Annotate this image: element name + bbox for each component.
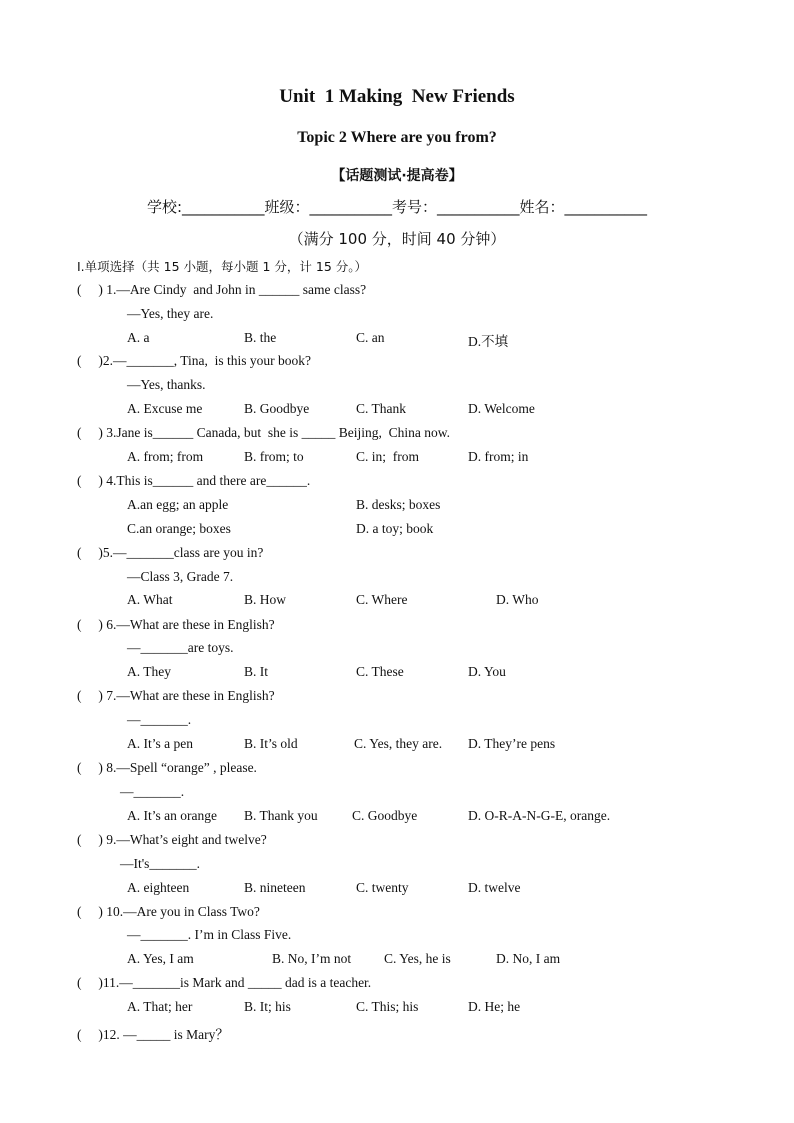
question-8: ( ) 8.—Spell “orange” , please. <box>77 760 257 775</box>
option-8d: D. O-R-A-N-G-E, orange. <box>468 808 611 823</box>
question-12: ( )12. —_____ is Mary？ <box>77 1027 229 1042</box>
question-6: ( ) 6.—What are these in English? <box>77 617 275 632</box>
option-11c: C. This; his <box>356 999 419 1014</box>
option-9d: D. twelve <box>468 880 521 895</box>
option-10d: D. No, I am <box>496 951 561 966</box>
option-1d: D.不填 <box>468 334 509 349</box>
option-8a: A. It’s an orange <box>127 808 217 823</box>
question-11: ( )11.—_______is Mark and _____ dad is a teacher. <box>77 975 372 990</box>
option-1c: C. an <box>356 330 385 345</box>
question-4: ( ) 4.This is______ and there are______. <box>77 473 311 488</box>
question-2: ( )2.—_______, Tina, is this your book? <box>77 353 312 368</box>
option-7a: A. It’s a pen <box>127 736 193 751</box>
option-1b: B. the <box>244 330 277 345</box>
response-6: —_______are toys. <box>127 640 234 655</box>
option-9b: B. nineteen <box>244 880 306 895</box>
option-10c: C. Yes, he is <box>384 951 451 966</box>
question-1: ( ) 1.—Are Cindy and John in ______ same class? <box>77 282 367 297</box>
option-10a: A. Yes, I am <box>127 951 194 966</box>
option-3a: A. from; from <box>127 449 204 464</box>
option-5b: B. How <box>244 592 287 607</box>
option-2c: C. Thank <box>356 401 406 416</box>
option-9a: A. eighteen <box>127 880 190 895</box>
option-4a: A.an egg; an apple <box>127 497 229 512</box>
option-2b: B. Goodbye <box>244 401 310 416</box>
score-time-line: （满分 100 分，时间 40 分钟） <box>288 230 506 248</box>
option-7c: C. Yes, they are. <box>354 736 443 751</box>
question-10: ( ) 10.—Are you in Class Two? <box>77 904 260 919</box>
option-2d: D. Welcome <box>468 401 535 416</box>
test-subtitle: 【话题测试·提高卷】 <box>331 168 463 184</box>
option-6a: A. They <box>127 664 171 679</box>
response-7: —_______. <box>127 712 192 727</box>
option-3b: B. from; to <box>244 449 304 464</box>
option-10b: B. No, I’m not <box>272 951 352 966</box>
option-5a: A. What <box>127 592 173 607</box>
option-5d: D. Who <box>496 592 539 607</box>
student-info-line: 学校:___________班级：___________考号：___________姓名：___________ <box>146 198 648 216</box>
option-11a: A. That; her <box>127 999 193 1014</box>
question-5: ( )5.—_______class are you in? <box>77 545 264 560</box>
option-3c: C. in; from <box>356 449 419 464</box>
topic-title: Topic 2 Where are you from? <box>297 129 497 146</box>
option-5c: C. Where <box>356 592 408 607</box>
section-heading: I.单项选择（共 15 小题，每小题 1 分，计 15 分。） <box>77 259 368 274</box>
option-11d: D. He; he <box>468 999 521 1014</box>
option-7d: D. They’re pens <box>468 736 556 751</box>
option-9c: C. twenty <box>356 880 409 895</box>
question-7: ( ) 7.—What are these in English? <box>77 688 275 703</box>
option-6b: B. It <box>244 664 269 679</box>
response-8: —_______. <box>120 784 185 799</box>
option-6c: C. These <box>356 664 404 679</box>
page-title: Unit 1 Making New Friends <box>279 86 515 107</box>
option-2a: A. Excuse me <box>127 401 203 416</box>
question-3: ( ) 3.Jane is______ Canada, but she is _____ Beijing, China now. <box>77 425 450 440</box>
option-8b: B. Thank you <box>244 808 318 823</box>
question-9: ( ) 9.—What’s eight and twelve? <box>77 832 267 847</box>
option-3d: D. from; in <box>468 449 529 464</box>
response-2: —Yes, thanks. <box>127 377 206 392</box>
option-6d: D. You <box>468 664 506 679</box>
option-4c: C.an orange; boxes <box>127 521 231 536</box>
response-1: —Yes, they are. <box>127 306 214 321</box>
response-9: —It's_______. <box>120 856 201 871</box>
option-4b: B. desks; boxes <box>356 497 441 512</box>
option-8c: C. Goodbye <box>352 808 418 823</box>
response-10: —_______. I’m in Class Five. <box>127 927 292 942</box>
option-7b: B. It’s old <box>244 736 298 751</box>
option-1a: A. a <box>127 330 150 345</box>
option-11b: B. It; his <box>244 999 291 1014</box>
response-5: —Class 3, Grade 7. <box>127 569 234 584</box>
option-4d: D. a toy; book <box>356 521 434 536</box>
